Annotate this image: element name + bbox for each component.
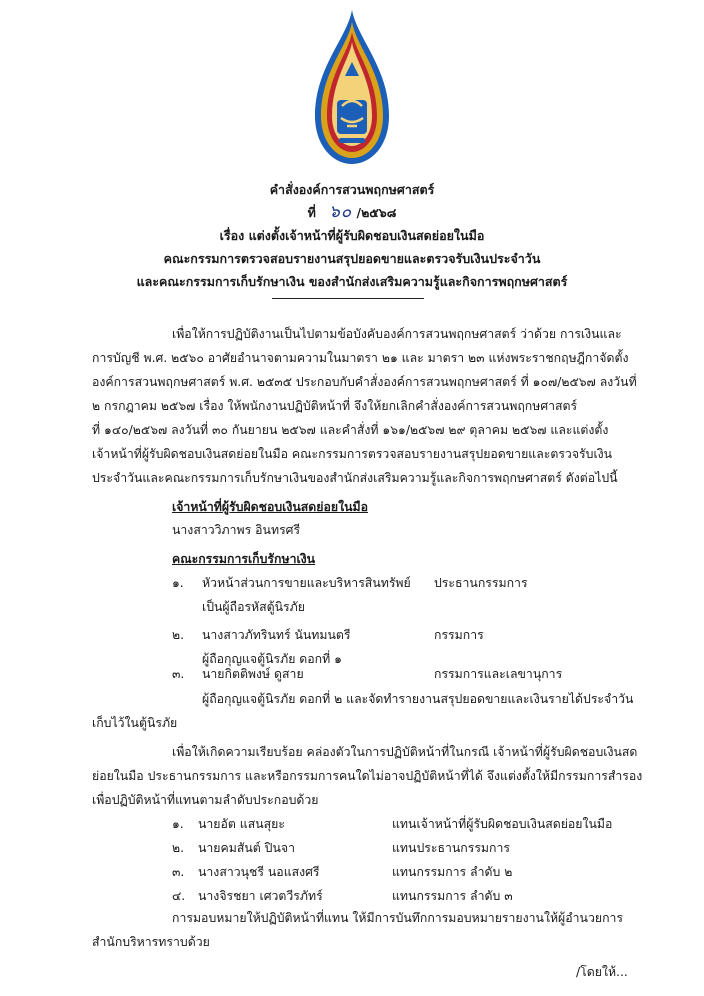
para3-line: การมอบหมายให้ปฏิบัติหน้าที่แทน ให้มีการบันทึกการมอบหมายรายงานให้ผู้อำนวยการ — [172, 911, 624, 925]
para1-line: การบัญชี พ.ศ. ๒๕๖๐ อาศัยอำนาจตามความในมาตรา ๒๑ และ มาตรา ๒๓ แห่งพระราชกฤษฎีกาจัดตั้ง — [92, 351, 629, 365]
para3-line: สำนักบริหารทราบด้วย — [92, 935, 210, 949]
committee-item-name: นายกิตติพงษ์ ดูสาย — [202, 667, 304, 681]
para1-line: ประจำวันและคณะกรรมการเก็บรักษาเงินของสำนักส่งเสริมความรู้และกิจการพฤกษศาสตร์ ดังต่อไปนี้ — [92, 471, 618, 485]
committee-item-role: ประธานกรรมการ — [434, 576, 528, 590]
alternate-name: นางจิรชยา เศวตวีรภัทร์ — [198, 889, 323, 903]
para1-line: เจ้าหน้าที่ผู้รับผิดชอบเงินสดย่อยในมือ คณะกรรมการตรวจสอบรายงานสรุปยอดขายและตรวจรับเงิน — [92, 447, 613, 461]
order-number — [0, 198, 704, 225]
para1-line: ๒ กรกฎาคม ๒๕๖๗ เรื่อง ให้พนักงานปฏิบัติหน้าที่ จึงให้ยกเลิกคำสั่งองค์การสวนพฤกษศาสตร์ — [92, 399, 578, 413]
alternate-number: ๒. — [172, 841, 185, 855]
continuation-marker: /โดยให้... — [576, 965, 628, 979]
alternate-role: แทนเจ้าหน้าที่ผู้รับผิดชอบเงินสดย่อยในมือ — [392, 817, 613, 831]
committee-item-number: ๑. — [172, 576, 184, 590]
subject-line-3: และคณะกรรมการเก็บรักษาเงิน ของสำนักส่งเสริมความรู้และกิจการพฤกษศาสตร์ — [136, 274, 568, 289]
para2-line: ย่อยในมือ ประธานกรรมการ และหรือกรรมการคนใดไม่อาจปฏิบัติหน้าที่ได้ จึงแต่งตั้งให้มีกรรมการสำรอง — [92, 769, 643, 783]
para1-line: ที่ ๑๔๐/๒๕๖๗ ลงวันที่ ๓๐ กันยายน ๒๕๖๗ และคำสั่งที่ ๑๖๑/๒๕๖๗ ๒๙ ตุลาคม ๒๕๖๗ และแต่งตั้ง — [92, 423, 609, 437]
committee-item-note: ผู้ถือกุญแจตู้นิรภัย ดอกที่ ๒ และจัดทำรายงานสรุปยอดขายและเงินรายได้ประจำวัน — [202, 692, 634, 706]
alternate-name: นางสาวนุชรี นอแสงศรี — [198, 865, 320, 879]
order-number-suffix: /๒๕๖๘ — [356, 205, 397, 220]
cash-holder-name: นางสาววิภาพร อินทรศรี — [172, 523, 301, 537]
alternate-number: ๔. — [172, 889, 186, 903]
committee-item-number: ๓. — [172, 667, 185, 681]
cash-heading: เจ้าหน้าที่ผู้รับผิดชอบเงินสดย่อยในมือ — [172, 500, 368, 514]
alternate-name: นายอัต แสนสุยะ — [198, 817, 285, 831]
alternate-role: แทนกรรมการ ลำดับ ๒ — [392, 865, 513, 879]
committee-item-note: เป็นผู้ถือรหัสตู้นิรภัย — [202, 600, 305, 614]
committee-heading: คณะกรรมการเก็บรักษาเงิน — [172, 552, 316, 566]
committee-item-role: กรรมการและเลขานุการ — [434, 667, 563, 681]
organization-logo — [307, 8, 397, 168]
para2-line: เพื่อปฏิบัติหน้าที่แทนตามลำดับประกอบด้วย — [92, 793, 319, 807]
alternate-role: แทนกรรมการ ลำดับ ๓ — [392, 889, 513, 903]
alternate-number: ๑. — [172, 817, 184, 831]
committee-item-role: กรรมการ — [434, 628, 484, 642]
committee-item-note: ผู้ถือกุญแจตู้นิรภัย ดอกที่ ๑ — [202, 652, 342, 666]
committee-note-continued: เก็บไว้ในตู้นิรภัย — [92, 716, 178, 730]
header-divider — [272, 298, 424, 299]
order-title: คำสั่งองค์การสวนพฤกษศาสตร์ — [269, 182, 435, 197]
para1-line: เพื่อให้การปฏิบัติงานเป็นไปตามข้อบังคับองค์การสวนพฤกษศาสตร์ ว่าด้วย การเงินและ — [172, 327, 622, 341]
para2-line: เพื่อให้เกิดความเรียบร้อย คล่องตัวในการปฏิบัติหน้าที่ในกรณี เจ้าหน้าที่ผู้รับผิดชอบเงินสด — [172, 745, 638, 759]
committee-item-name: นางสาวภัทรินทร์ นันทมนตรี — [202, 628, 351, 642]
para1-line: องค์การสวนพฤกษศาสตร์ พ.ศ. ๒๕๓๕ ประกอบกับคำสั่งองค์การสวนพฤกษศาสตร์ ที่ ๑๐๗/๒๕๖๗ ลงวันที่ — [92, 375, 637, 389]
order-number-handwritten: ๖๐ — [328, 202, 353, 222]
subject-line-2: คณะกรรมการตรวจสอบรายงานสรุปยอดขายและตรวจรับเงินประจำวัน — [163, 251, 541, 266]
alternate-role: แทนประธานกรรมการ — [392, 841, 510, 855]
alternate-number: ๓. — [172, 865, 185, 879]
subject-line-1: เรื่อง แต่งตั้งเจ้าหน้าที่ผู้รับผิดชอบเงินสดย่อยในมือ — [219, 228, 485, 243]
committee-item-number: ๒. — [172, 628, 185, 642]
alternate-name: นายคมสันต์ ปินจา — [198, 841, 295, 855]
order-number-prefix: ที่ — [307, 205, 316, 220]
committee-item-name: หัวหน้าส่วนการขายและบริหารสินทรัพย์ — [202, 576, 411, 590]
